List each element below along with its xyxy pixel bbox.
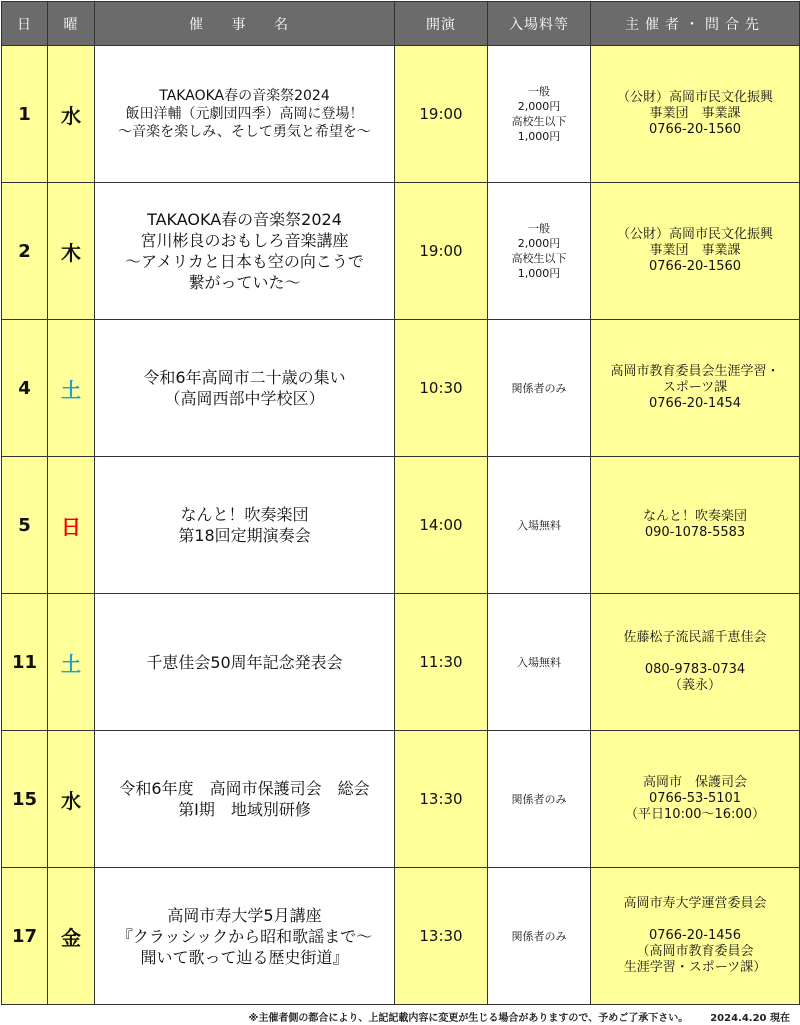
start-time-cell: 14:00: [395, 457, 488, 594]
organizer-line: [591, 912, 799, 928]
fee-cell: [488, 594, 591, 731]
table-row: [2, 731, 800, 868]
weekday-cell: 日: [48, 457, 95, 594]
fee-line: 一般: [528, 222, 550, 235]
footnote: [0, 1009, 790, 1024]
organizer-cell: [591, 868, 800, 1005]
organizer-line: 高岡市 保護司会: [642, 775, 747, 790]
start-time-cell: 19:00: [395, 46, 488, 183]
event-title-line: 令和6年度 高岡市保護司会 総会: [119, 779, 370, 798]
event-title-line: 繋がっていた～: [188, 273, 301, 292]
header-event-name: 催 事 名: [95, 2, 395, 46]
event-title-cell: [95, 731, 395, 868]
table-row: [2, 183, 800, 320]
start-time-cell: 11:30: [395, 594, 488, 731]
event-title-line: 第18回定期演奏会: [178, 526, 311, 545]
schedule-body: [2, 46, 800, 1005]
organizer-cell: [591, 46, 800, 183]
organizer-line: （高岡市教育委員会: [636, 944, 754, 959]
fee-line: 1,000円: [517, 267, 561, 280]
event-title-line: 千恵佳会50周年記念発表会: [146, 652, 343, 672]
weekday-cell: 土: [48, 320, 95, 457]
organizer-line: 0766-20-1560: [648, 259, 742, 274]
event-title-cell: [95, 46, 395, 183]
event-title-cell: [95, 594, 395, 731]
fee-line: 入場無料: [517, 655, 561, 669]
header-day: 日: [2, 2, 48, 46]
event-title-line: 高岡市寿大学5月講座: [167, 905, 322, 925]
event-title-line: なんと！吹奏楽団: [180, 505, 309, 524]
event-title-line: ～アメリカと日本も空の向こうで: [125, 252, 364, 271]
start-time-cell: 13:30: [395, 731, 488, 868]
organizer-line: 0766-20-1560: [648, 122, 742, 137]
day-cell: 15: [2, 731, 48, 868]
header-weekday: 曜: [48, 2, 95, 46]
day-cell: 1: [2, 46, 48, 183]
fee-cell: [488, 731, 591, 868]
organizer-line: 事業団 事業課: [649, 106, 741, 121]
fee-line: 2,000円: [517, 237, 561, 250]
organizer-line: 090-1078-5583: [644, 525, 746, 540]
event-title-line: ～音楽を楽しみ、そして勇気と希望を～: [118, 124, 371, 140]
fee-cell: [488, 868, 591, 1005]
fee-line: 高校生以下: [511, 115, 567, 128]
organizer-line: [591, 646, 799, 662]
event-title-line: 第Ⅰ期 地域別研修: [178, 800, 311, 819]
event-title-line: TAKAOKA春の音楽祭2024: [147, 210, 342, 229]
weekday-cell: 水: [48, 731, 95, 868]
fee-cell: [488, 183, 591, 320]
event-title-line: 聞いて歌って辿る歴史街道』: [140, 947, 349, 967]
organizer-line: 080-9783-0734: [644, 662, 746, 677]
organizer-line: 高岡市教育委員会生涯学習・: [610, 364, 780, 379]
organizer-cell: [591, 183, 800, 320]
organizer-line: （平日10:00～16:00）: [625, 807, 765, 822]
organizer-cell: [591, 731, 800, 868]
footnote-note: ※主催者側の都合により、上記記載内容に変更が生じる場合がありますので、予めご了承下さい。: [248, 1013, 689, 1024]
event-title-line: 令和6年高岡市二十歳の集い: [143, 368, 346, 387]
table-row: [2, 594, 800, 731]
fee-line: 関係者のみ: [511, 929, 567, 943]
organizer-line: 0766-20-1454: [648, 396, 742, 411]
fee-line: 一般: [528, 85, 550, 98]
event-title-line: 宮川彬良のおもしろ音楽講座: [140, 231, 349, 250]
footnote-date: 2024.4.20 現在: [710, 1013, 790, 1024]
day-cell: 11: [2, 594, 48, 731]
day-cell: 5: [2, 457, 48, 594]
header-organizer: 主催者・問合先: [591, 2, 800, 46]
event-title-cell: [95, 183, 395, 320]
event-title-line: 飯田洋輔（元劇団四季）高岡に登場！: [125, 106, 364, 122]
fee-cell: [488, 46, 591, 183]
event-title-line: TAKAOKA春の音楽祭2024: [159, 88, 330, 104]
day-cell: 17: [2, 868, 48, 1005]
weekday-cell: 木: [48, 183, 95, 320]
header-fee: 入場料等: [488, 2, 591, 46]
fee-cell: [488, 320, 591, 457]
fee-line: 関係者のみ: [511, 381, 567, 395]
fee-cell: [488, 457, 591, 594]
event-schedule-table: [1, 1, 800, 1005]
fee-line: 入場無料: [517, 518, 561, 532]
organizer-line: 佐藤松子流民謡千恵佳会: [623, 630, 767, 645]
organizer-line: （公財）高岡市民文化振興: [616, 227, 773, 242]
event-title-line: 『クラッシックから昭和歌謡まで～: [116, 926, 373, 946]
organizer-line: なんと！吹奏楽団: [642, 509, 747, 524]
organizer-line: スポーツ課: [662, 380, 728, 395]
event-title-cell: [95, 457, 395, 594]
fee-line: 関係者のみ: [511, 792, 567, 806]
organizer-line: （義永）: [668, 678, 721, 693]
table-row: [2, 46, 800, 183]
organizer-cell: [591, 457, 800, 594]
fee-line: 2,000円: [517, 100, 561, 113]
event-title-cell: [95, 868, 395, 1005]
event-title-line: （高岡西部中学校区）: [164, 389, 325, 408]
table-row: [2, 320, 800, 457]
fee-line: 1,000円: [517, 130, 561, 143]
weekday-cell: 水: [48, 46, 95, 183]
organizer-line: 0766-53-5101: [648, 791, 742, 806]
event-title-cell: [95, 320, 395, 457]
organizer-cell: [591, 320, 800, 457]
start-time-cell: 19:00: [395, 183, 488, 320]
organizer-line: （公財）高岡市民文化振興: [616, 90, 773, 105]
weekday-cell: 土: [48, 594, 95, 731]
start-time-cell: 13:30: [395, 868, 488, 1005]
day-cell: 4: [2, 320, 48, 457]
day-cell: 2: [2, 183, 48, 320]
organizer-cell: [591, 594, 800, 731]
fee-line: 高校生以下: [511, 252, 567, 265]
organizer-line: 高岡市寿大学運営委員会: [623, 896, 767, 911]
start-time-cell: 10:30: [395, 320, 488, 457]
header-start-time: 開演: [395, 2, 488, 46]
header-row: [2, 2, 800, 46]
table-row: [2, 868, 800, 1005]
organizer-line: 0766-20-1456: [648, 928, 742, 943]
table-row: [2, 457, 800, 594]
organizer-line: 生涯学習・スポーツ課）: [623, 960, 767, 975]
organizer-line: 事業団 事業課: [649, 243, 741, 258]
weekday-cell: 金: [48, 868, 95, 1005]
